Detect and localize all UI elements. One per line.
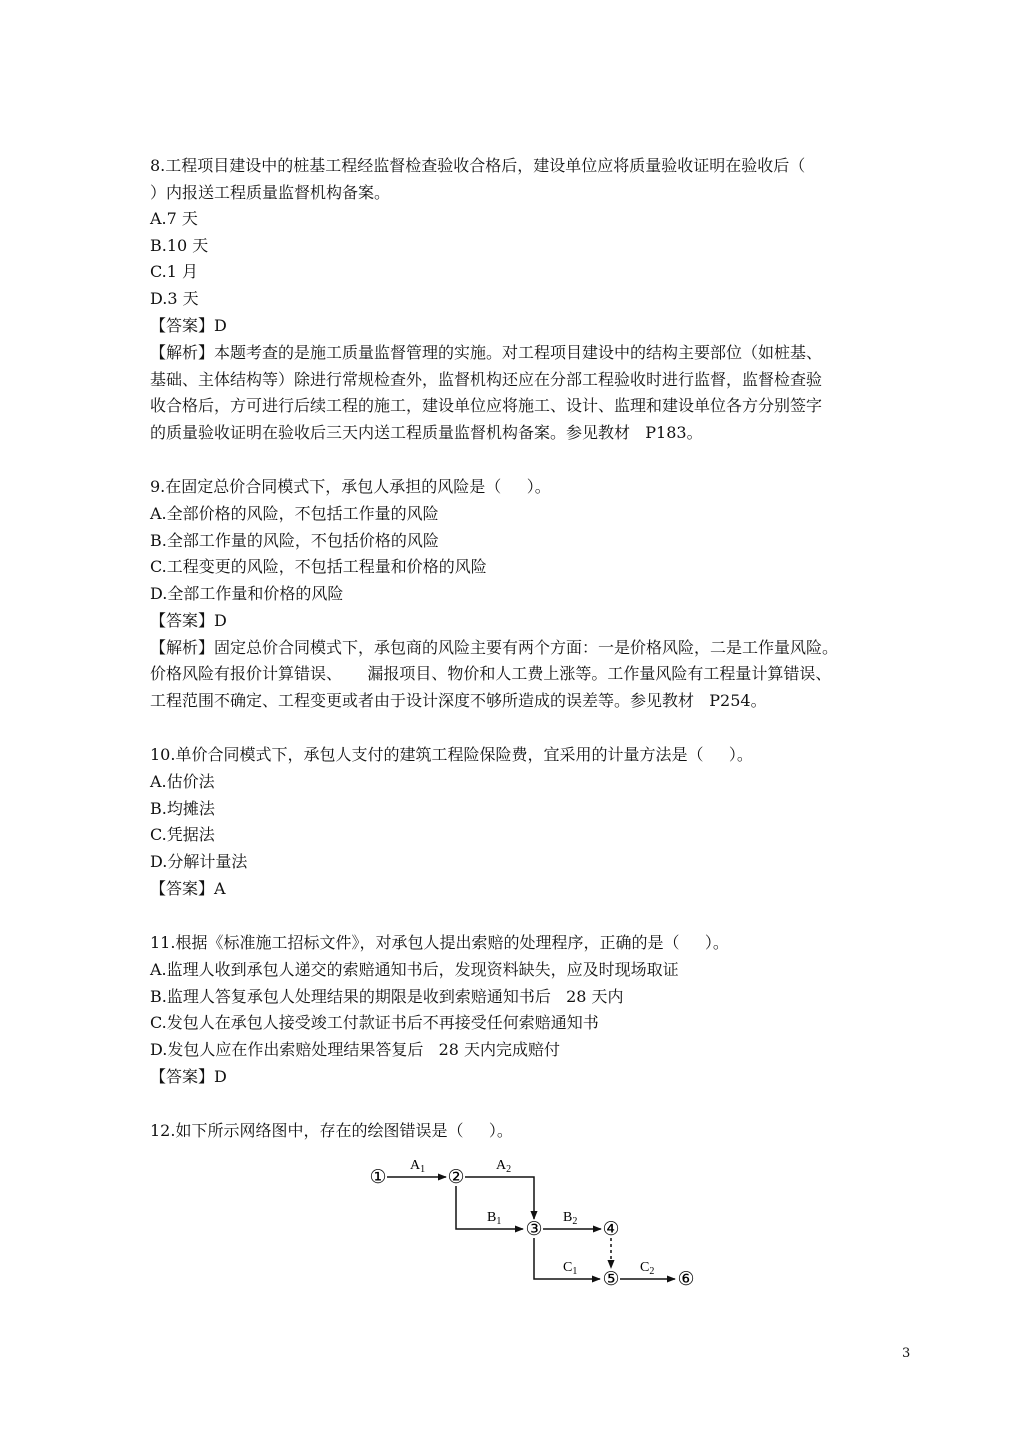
question-11-option-d: D.发包人应在作出索赔处理结果答复后 28 天内完成赔付 bbox=[150, 1040, 561, 1059]
arrow-activity-a2 bbox=[465, 1177, 534, 1219]
node-3: ③ bbox=[525, 1219, 543, 1240]
question-8-option-d: D.3 天 bbox=[150, 289, 199, 308]
question-8-stem-line-2: ）内报送工程质量监督机构备案。 bbox=[150, 183, 391, 202]
question-8-option-b: B.10 天 bbox=[150, 236, 209, 255]
question-8-explanation-line-1: 【解析】本题考查的是施工质量监督管理的实施。对工程项目建设中的结构主要部位（如桩基、 bbox=[150, 343, 823, 362]
question-11-option-b: B.监理人答复承包人处理结果的期限是收到索赔通知书后 28 天内 bbox=[150, 987, 624, 1006]
question-9-option-c: C.工程变更的风险，不包括工程量和价格的风险 bbox=[150, 557, 487, 576]
label-activity-c2: $C_2$ bbox=[640, 1260, 655, 1277]
question-8-explanation-line-3: 收合格后，方可进行后续工程的施工，建设单位应将施工、设计、监理和建设单位各方分别签字 bbox=[150, 396, 823, 415]
question-10-answer: 【答案】A bbox=[150, 879, 226, 898]
question-9-option-a: A.全部价格的风险，不包括工作量的风险 bbox=[150, 504, 439, 523]
question-8-option-a: A.7 天 bbox=[150, 209, 198, 228]
node-2: ② bbox=[447, 1167, 465, 1188]
question-12-stem: 12.如下所示网络图中，存在的绘图错误是（ ）。 bbox=[150, 1121, 513, 1140]
page-number: 3 bbox=[902, 1346, 911, 1361]
node-1: ① bbox=[369, 1167, 387, 1188]
question-8-explanation-line-4: 的质量验收证明在验收后三天内送工程质量监督机构备案。参见教材 P183。 bbox=[150, 423, 703, 442]
label-activity-b1: $B_1$ bbox=[487, 1210, 502, 1227]
question-11-answer: 【答案】D bbox=[150, 1067, 227, 1086]
node-5: ⑤ bbox=[602, 1269, 620, 1290]
question-10-option-b: B.均摊法 bbox=[150, 799, 215, 818]
label-activity-a2: $A_2$ bbox=[496, 1158, 512, 1175]
question-8-explanation-line-2: 基础、主体结构等）除进行常规检查外，监督机构还应在分部工程验收时进行监督，监督检查验 bbox=[150, 370, 823, 389]
question-11-option-a: A.监理人收到承包人递交的索赔通知书后，发现资料缺失，应及时现场取证 bbox=[150, 960, 679, 979]
question-8-stem-line-1: 8.工程项目建设中的桩基工程经监督检查验收合格后，建设单位应将质量验收证明在验收后（ bbox=[150, 156, 806, 175]
question-10-stem: 10.单价合同模式下，承包人支付的建筑工程险保险费，宜采用的计量方法是（ ）。 bbox=[150, 745, 753, 764]
node-4: ④ bbox=[602, 1219, 620, 1240]
question-11-option-c: C.发包人在承包人接受竣工付款证书后不再接受任何索赔通知书 bbox=[150, 1013, 599, 1032]
question-11-stem: 11.根据《标准施工招标文件》，对承包人提出索赔的处理程序，正确的是（ ）。 bbox=[150, 933, 729, 952]
question-10-option-a: A.估价法 bbox=[150, 772, 215, 791]
question-10-option-c: C.凭据法 bbox=[150, 825, 215, 844]
question-9-stem: 9.在固定总价合同模式下，承包人承担的风险是（ ）。 bbox=[150, 477, 551, 496]
question-9-answer: 【答案】D bbox=[150, 611, 227, 630]
question-9-explanation-line-1: 【解析】固定总价合同模式下，承包商的风险主要有两个方面：一是价格风险，二是工作量风险。 bbox=[150, 638, 839, 657]
arrow-activity-b1 bbox=[456, 1186, 523, 1229]
label-activity-b2: $B_2$ bbox=[563, 1210, 578, 1227]
question-10-option-d: D.分解计量法 bbox=[150, 852, 248, 871]
question-9-option-b: B.全部工作量的风险，不包括价格的风险 bbox=[150, 531, 439, 550]
label-activity-a1: $A_1$ bbox=[410, 1158, 426, 1175]
arrow-activity-c1 bbox=[534, 1238, 600, 1279]
question-9-option-d: D.全部工作量和价格的风险 bbox=[150, 584, 344, 603]
question-9-explanation-line-3: 工程范围不确定、工程变更或者由于设计深度不够所造成的误差等。参见教材 P254。 bbox=[150, 691, 767, 710]
question-8-option-c: C.1 月 bbox=[150, 262, 199, 281]
label-activity-c1: $C_1$ bbox=[563, 1260, 578, 1277]
node-6: ⑥ bbox=[677, 1269, 695, 1290]
question-9-explanation-line-2: 价格风险有报价计算错误、 漏报项目、物价和人工费上涨等。工作量风险有工程量计算错误、 bbox=[150, 664, 832, 683]
question-8-answer: 【答案】D bbox=[150, 316, 227, 335]
